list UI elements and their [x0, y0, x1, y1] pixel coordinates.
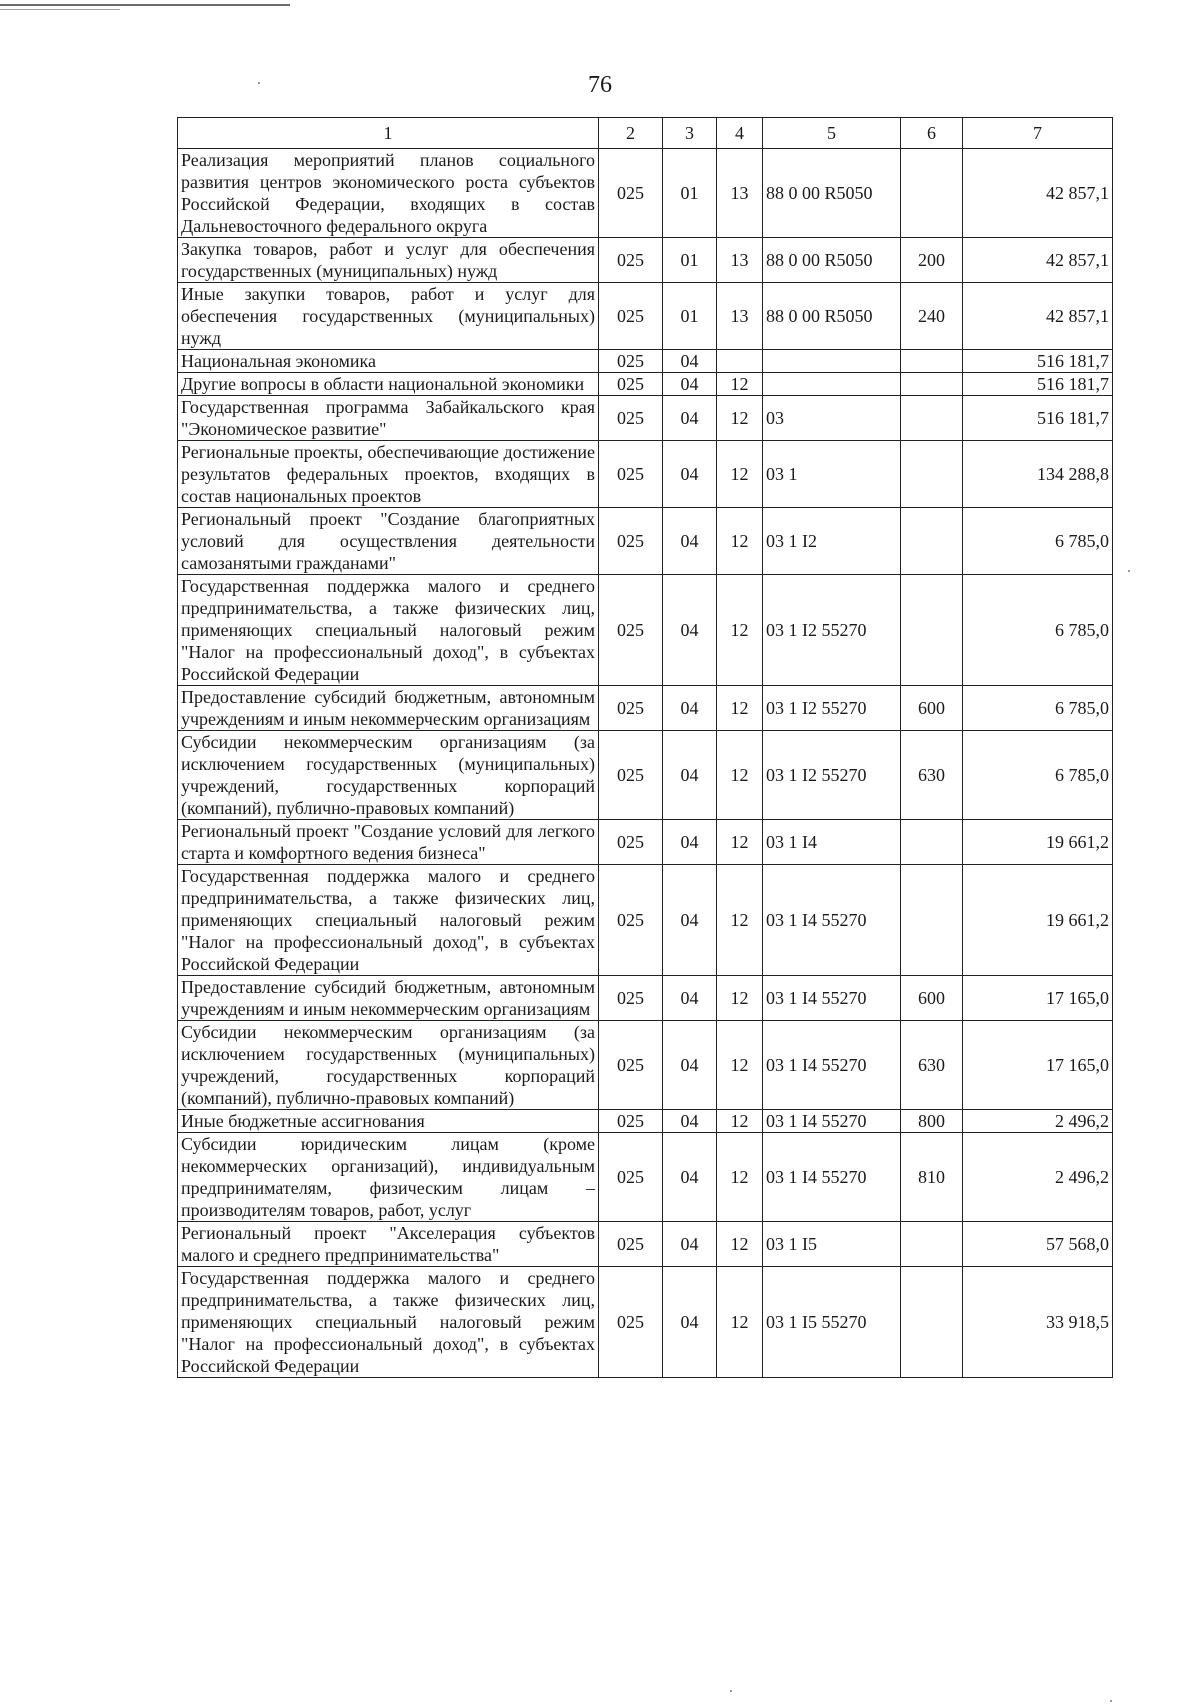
amount-cell: 42 857,1 — [963, 149, 1113, 238]
subsection-cell: 12 — [717, 373, 763, 396]
section-cell: 04 — [663, 1110, 717, 1133]
admin-code-cell: 025 — [599, 686, 663, 731]
header-col-3: 3 — [663, 118, 717, 149]
header-col-1: 1 — [178, 118, 599, 149]
item-name-cell: Государственная поддержка малого и среднего предпринимательства, а также физических лиц, применяющих специальный налоговый режим "Налог на профессиональный доход", в субъектах Российской Федерации — [178, 1267, 599, 1378]
target-article-cell: 03 1 I4 55270 — [763, 1133, 901, 1222]
item-name-cell: Иные закупки товаров, работ и услуг для обеспечения государственных (муниципальных) нужд — [178, 283, 599, 350]
target-article-cell: 88 0 00 R5050 — [763, 238, 901, 283]
section-cell: 04 — [663, 1021, 717, 1110]
amount-cell: 42 857,1 — [963, 283, 1113, 350]
item-name-cell: Предоставление субсидий бюджетным, автономным учреждениям и иным некоммерческим организациям — [178, 976, 599, 1021]
item-name-cell: Государственная поддержка малого и среднего предпринимательства, а также физических лиц, применяющих специальный налоговый режим "Налог на профессиональный доход", в субъектах Российской Федерации — [178, 865, 599, 976]
section-cell: 04 — [663, 820, 717, 865]
target-article-cell — [763, 373, 901, 396]
admin-code-cell: 025 — [599, 396, 663, 441]
admin-code-cell: 025 — [599, 1021, 663, 1110]
subsection-cell: 12 — [717, 1021, 763, 1110]
header-col-2: 2 — [599, 118, 663, 149]
target-article-cell — [763, 350, 901, 373]
table-row — [178, 283, 1113, 350]
table-row — [178, 976, 1113, 1021]
item-name-cell: Региональные проекты, обеспечивающие достижение результатов федеральных проектов, входящих в состав национальных проектов — [178, 441, 599, 508]
table-row — [178, 1110, 1113, 1133]
amount-cell: 516 181,7 — [963, 396, 1113, 441]
expense-type-cell — [901, 820, 963, 865]
table-row — [178, 373, 1113, 396]
subsection-cell: 12 — [717, 820, 763, 865]
target-article-cell: 03 1 I4 — [763, 820, 901, 865]
target-article-cell: 88 0 00 R5050 — [763, 283, 901, 350]
amount-cell: 6 785,0 — [963, 686, 1113, 731]
amount-cell: 17 165,0 — [963, 976, 1113, 1021]
table-row — [178, 350, 1113, 373]
item-name-cell: Субсидии некоммерческим организациям (за исключением государственных (муниципальных) учреждений, государственных корпораций (компаний), публично-правовых компаний) — [178, 731, 599, 820]
expense-type-cell: 810 — [901, 1133, 963, 1222]
subsection-cell: 12 — [717, 396, 763, 441]
target-article-cell: 03 1 I2 55270 — [763, 686, 901, 731]
header-col-5: 5 — [763, 118, 901, 149]
expense-type-cell — [901, 373, 963, 396]
subsection-cell: 12 — [717, 1267, 763, 1378]
item-name-cell: Региональный проект "Создание благоприятных условий для осуществления деятельности самозанятыми гражданами" — [178, 508, 599, 575]
item-name-cell: Реализация мероприятий планов социального развития центров экономического роста субъектов Российской Федерации, входящих в состав Дальневосточного федерального округа — [178, 149, 599, 238]
amount-cell: 6 785,0 — [963, 731, 1113, 820]
expense-type-cell: 800 — [901, 1110, 963, 1133]
page-number: 76 — [588, 72, 612, 98]
table-header-row — [178, 118, 1113, 149]
subsection-cell: 12 — [717, 1222, 763, 1267]
expense-type-cell — [901, 441, 963, 508]
item-name-cell: Закупка товаров, работ и услуг для обеспечения государственных (муниципальных) нужд — [178, 238, 599, 283]
amount-cell: 42 857,1 — [963, 238, 1113, 283]
scan-speck — [1110, 1700, 1112, 1702]
amount-cell: 2 496,2 — [963, 1110, 1113, 1133]
section-cell: 04 — [663, 508, 717, 575]
section-cell: 04 — [663, 1133, 717, 1222]
target-article-cell: 03 1 I4 55270 — [763, 1110, 901, 1133]
table-row — [178, 1133, 1113, 1222]
section-cell: 04 — [663, 441, 717, 508]
admin-code-cell: 025 — [599, 1133, 663, 1222]
section-cell: 04 — [663, 686, 717, 731]
subsection-cell — [717, 350, 763, 373]
item-name-cell: Субсидии юридическим лицам (кроме некоммерческих организаций), индивидуальным предпринимателям, физическим лицам – производителям товаров, работ, услуг — [178, 1133, 599, 1222]
amount-cell: 33 918,5 — [963, 1267, 1113, 1378]
table-row — [178, 865, 1113, 976]
expense-type-cell: 200 — [901, 238, 963, 283]
admin-code-cell: 025 — [599, 976, 663, 1021]
admin-code-cell: 025 — [599, 1267, 663, 1378]
expense-type-cell — [901, 149, 963, 238]
subsection-cell: 12 — [717, 508, 763, 575]
target-article-cell: 03 1 I4 55270 — [763, 976, 901, 1021]
admin-code-cell: 025 — [599, 575, 663, 686]
item-name-cell: Предоставление субсидий бюджетным, автономным учреждениям и иным некоммерческим организациям — [178, 686, 599, 731]
amount-cell: 6 785,0 — [963, 575, 1113, 686]
header-col-7: 7 — [963, 118, 1113, 149]
admin-code-cell: 025 — [599, 865, 663, 976]
subsection-cell: 12 — [717, 441, 763, 508]
section-cell: 04 — [663, 731, 717, 820]
section-cell: 01 — [663, 238, 717, 283]
amount-cell: 19 661,2 — [963, 820, 1113, 865]
target-article-cell: 03 1 I2 55270 — [763, 575, 901, 686]
section-cell: 04 — [663, 350, 717, 373]
amount-cell: 516 181,7 — [963, 373, 1113, 396]
section-cell: 04 — [663, 865, 717, 976]
header-col-4: 4 — [717, 118, 763, 149]
item-name-cell: Другие вопросы в области национальной экономики — [178, 373, 599, 396]
target-article-cell: 03 1 I2 — [763, 508, 901, 575]
admin-code-cell: 025 — [599, 350, 663, 373]
item-name-cell: Национальная экономика — [178, 350, 599, 373]
expense-type-cell: 630 — [901, 731, 963, 820]
section-cell: 04 — [663, 373, 717, 396]
section-cell: 04 — [663, 1222, 717, 1267]
target-article-cell: 03 1 I5 55270 — [763, 1267, 901, 1378]
section-cell: 04 — [663, 1267, 717, 1378]
expense-type-cell: 600 — [901, 976, 963, 1021]
amount-cell: 19 661,2 — [963, 865, 1113, 976]
section-cell: 04 — [663, 575, 717, 686]
scan-speck — [1128, 570, 1130, 572]
subsection-cell: 13 — [717, 149, 763, 238]
table-row — [178, 238, 1113, 283]
item-name-cell: Государственная программа Забайкальского края "Экономическое развитие" — [178, 396, 599, 441]
subsection-cell: 13 — [717, 283, 763, 350]
table-body — [178, 149, 1113, 1378]
admin-code-cell: 025 — [599, 731, 663, 820]
table-row — [178, 1267, 1113, 1378]
section-cell: 04 — [663, 976, 717, 1021]
admin-code-cell: 025 — [599, 1110, 663, 1133]
admin-code-cell: 025 — [599, 283, 663, 350]
table-row — [178, 441, 1113, 508]
expense-type-cell — [901, 396, 963, 441]
subsection-cell: 12 — [717, 575, 763, 686]
table-row — [178, 575, 1113, 686]
target-article-cell: 03 1 — [763, 441, 901, 508]
table-row — [178, 508, 1113, 575]
table-row — [178, 731, 1113, 820]
subsection-cell: 12 — [717, 1110, 763, 1133]
header-col-6: 6 — [901, 118, 963, 149]
expense-type-cell: 600 — [901, 686, 963, 731]
expense-type-cell — [901, 1267, 963, 1378]
section-cell: 01 — [663, 149, 717, 238]
amount-cell: 134 288,8 — [963, 441, 1113, 508]
amount-cell: 2 496,2 — [963, 1133, 1113, 1222]
target-article-cell: 03 — [763, 396, 901, 441]
admin-code-cell: 025 — [599, 508, 663, 575]
subsection-cell: 12 — [717, 1133, 763, 1222]
table-row — [178, 396, 1113, 441]
table-row — [178, 1021, 1113, 1110]
table-row — [178, 1222, 1113, 1267]
section-cell: 01 — [663, 283, 717, 350]
target-article-cell: 03 1 I5 — [763, 1222, 901, 1267]
expense-type-cell: 240 — [901, 283, 963, 350]
item-name-cell: Государственная поддержка малого и среднего предпринимательства, а также физических лиц, применяющих специальный налоговый режим "Налог на профессиональный доход", в субъектах Российской Федерации — [178, 575, 599, 686]
subsection-cell: 13 — [717, 238, 763, 283]
item-name-cell: Региональный проект "Создание условий для легкого старта и комфортного ведения бизнеса" — [178, 820, 599, 865]
expense-type-cell — [901, 865, 963, 976]
admin-code-cell: 025 — [599, 373, 663, 396]
scan-artifact-line — [0, 4, 290, 6]
expense-type-cell — [901, 508, 963, 575]
table-row — [178, 820, 1113, 865]
expense-type-cell: 630 — [901, 1021, 963, 1110]
scan-artifact-line — [0, 9, 120, 10]
item-name-cell: Иные бюджетные ассигнования — [178, 1110, 599, 1133]
admin-code-cell: 025 — [599, 820, 663, 865]
item-name-cell: Субсидии некоммерческим организациям (за исключением государственных (муниципальных) учреждений, государственных корпораций (компаний), публично-правовых компаний) — [178, 1021, 599, 1110]
subsection-cell: 12 — [717, 686, 763, 731]
target-article-cell: 03 1 I4 55270 — [763, 865, 901, 976]
scan-speck — [258, 82, 260, 84]
target-article-cell: 03 1 I4 55270 — [763, 1021, 901, 1110]
expense-type-cell — [901, 1222, 963, 1267]
subsection-cell: 12 — [717, 731, 763, 820]
table-row — [178, 686, 1113, 731]
subsection-cell: 12 — [717, 976, 763, 1021]
item-name-cell: Региональный проект "Акселерация субъектов малого и среднего предпринимательства" — [178, 1222, 599, 1267]
admin-code-cell: 025 — [599, 441, 663, 508]
admin-code-cell: 025 — [599, 149, 663, 238]
scan-speck — [730, 1690, 732, 1692]
amount-cell: 6 785,0 — [963, 508, 1113, 575]
budget-table — [177, 117, 1113, 1378]
table-row — [178, 149, 1113, 238]
section-cell: 04 — [663, 396, 717, 441]
expense-type-cell — [901, 350, 963, 373]
expense-type-cell — [901, 575, 963, 686]
amount-cell: 17 165,0 — [963, 1021, 1113, 1110]
amount-cell: 57 568,0 — [963, 1222, 1113, 1267]
target-article-cell: 88 0 00 R5050 — [763, 149, 901, 238]
subsection-cell: 12 — [717, 865, 763, 976]
admin-code-cell: 025 — [599, 1222, 663, 1267]
admin-code-cell: 025 — [599, 238, 663, 283]
amount-cell: 516 181,7 — [963, 350, 1113, 373]
target-article-cell: 03 1 I2 55270 — [763, 731, 901, 820]
